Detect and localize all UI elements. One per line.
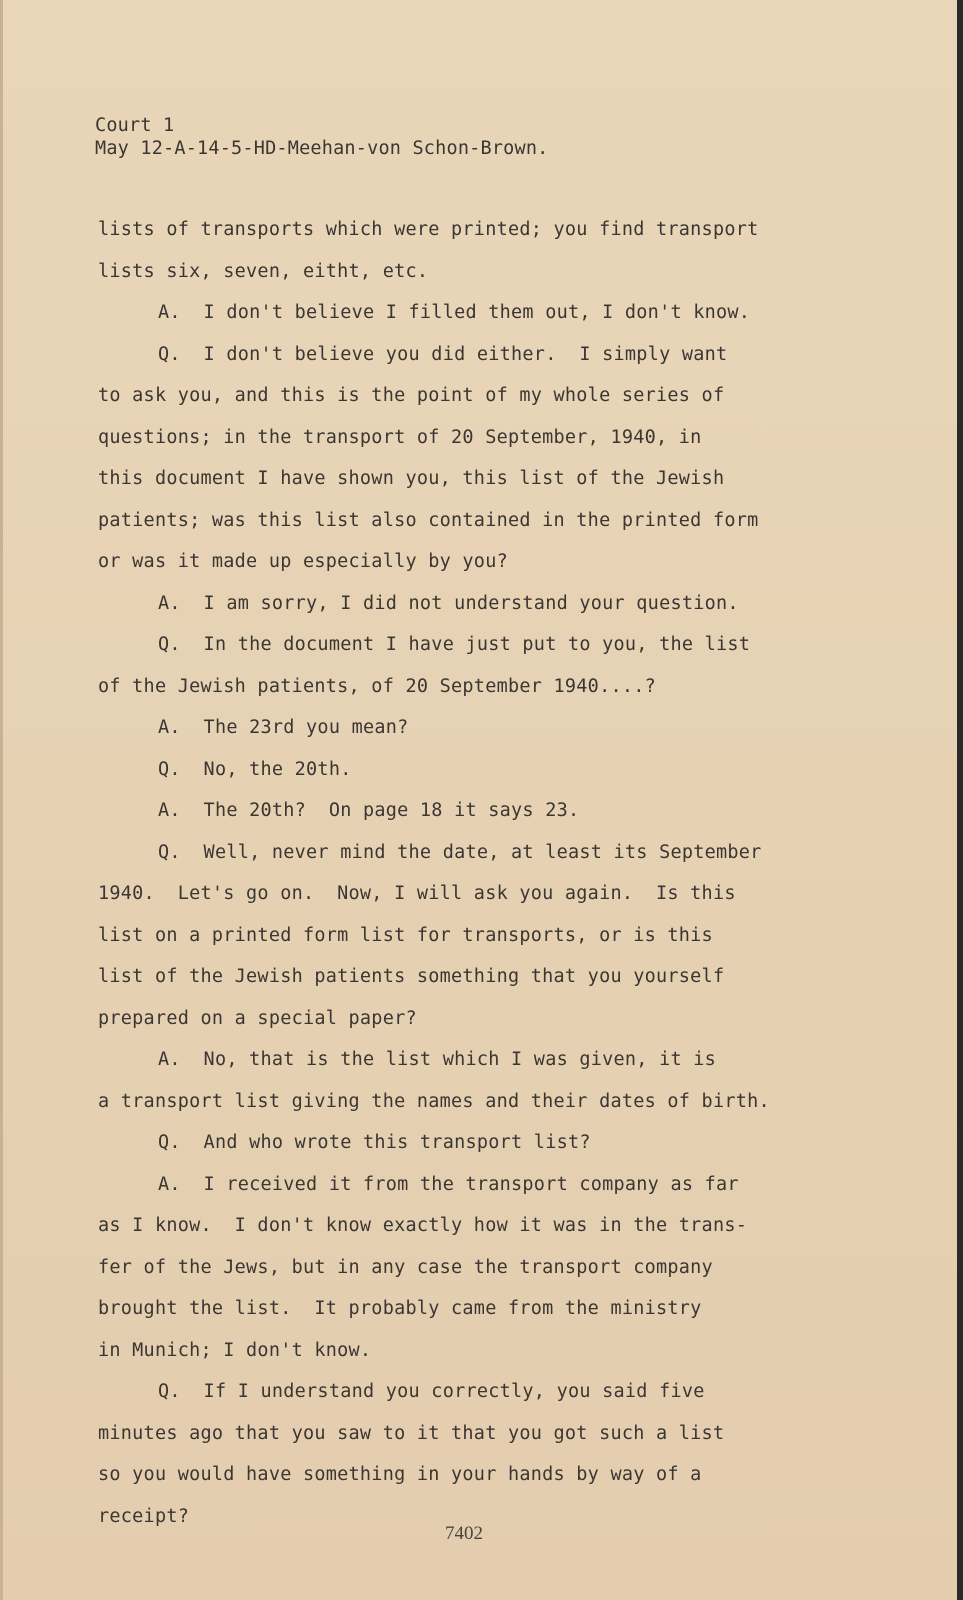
transcript-line: list of the Jewish patients something that you yourself <box>98 966 725 987</box>
transcript-line: in Munich; I don't know. <box>98 1339 372 1361</box>
transcript-line: brought the list. It probably came from the ministry <box>98 1298 702 1319</box>
transcript-line: lists of transports which were printed; you find transport <box>98 219 759 240</box>
transcript-line: A. No, that is the list which I was given, it is <box>158 1049 717 1070</box>
transcript-line: questions; in the transport of 20 September, 1940, in <box>98 426 702 448</box>
transcript-line: fer of the Jews, but in any case the transport company <box>98 1256 713 1278</box>
header <box>95 114 549 160</box>
transcript-line: prepared on a special paper? <box>98 1007 417 1029</box>
transcript-line: A. I am sorry, I did not understand your question. <box>158 592 739 614</box>
page-left-edge <box>0 0 3 1600</box>
transcript-line: A. I don't believe I filled them out, I don't know. <box>158 302 751 323</box>
court-label: Court 1 <box>95 115 175 136</box>
transcript-line: a transport list giving the names and their dates of birth. <box>98 1090 770 1112</box>
transcript-body <box>98 209 928 1537</box>
transcript-line: so you would have something in your hands by way of a <box>98 1464 702 1485</box>
transcript-line: minutes ago that you saw to it that you got such a list <box>98 1422 725 1444</box>
transcript-line: Q. And who wrote this transport list? <box>158 1132 591 1153</box>
session-label: May 12-A-14-5-HD-Meehan-von Schon-Brown. <box>95 138 549 159</box>
transcript-line: Q. No, the 20th. <box>158 758 352 780</box>
transcript-line: as I know. I don't know exactly how it was in the trans- <box>98 1215 748 1236</box>
transcript-line: A. I received it from the transport company as far <box>158 1173 739 1195</box>
transcript-line: A. The 20th? On page 18 it says 23. <box>158 800 580 821</box>
transcript-line: of the Jewish patients, of 20 September 1940....? <box>98 675 657 697</box>
page-number: 7402 <box>445 1523 483 1544</box>
transcript-line: or was it made up especially by you? <box>98 551 508 572</box>
transcript-line: Q. In the document I have just put to you, the list <box>158 634 751 655</box>
transcript-line: Q. Well, never mind the date, at least its September <box>158 841 762 863</box>
transcript-line: receipt? <box>98 1505 190 1527</box>
transcript-line: this document I have shown you, this list of the Jewish <box>98 468 725 489</box>
transcript-line: Q. If I understand you correctly, you said five <box>158 1381 705 1402</box>
page-right-edge <box>957 0 963 1600</box>
transcript-line: list on a printed form list for transports, or is this <box>98 924 713 946</box>
transcript-line: lists six, seven, eitht, etc. <box>98 260 429 282</box>
transcript-line: to ask you, and this is the point of my whole series of <box>98 385 725 406</box>
transcript-line: Q. I don't believe you did either. I simply want <box>158 343 728 365</box>
transcript-line: A. The 23rd you mean? <box>158 717 409 738</box>
transcript-line: 1940. Let's go on. Now, I will ask you again. Is this <box>98 883 736 904</box>
transcript-line: patients; was this list also contained in the printed form <box>98 509 759 531</box>
